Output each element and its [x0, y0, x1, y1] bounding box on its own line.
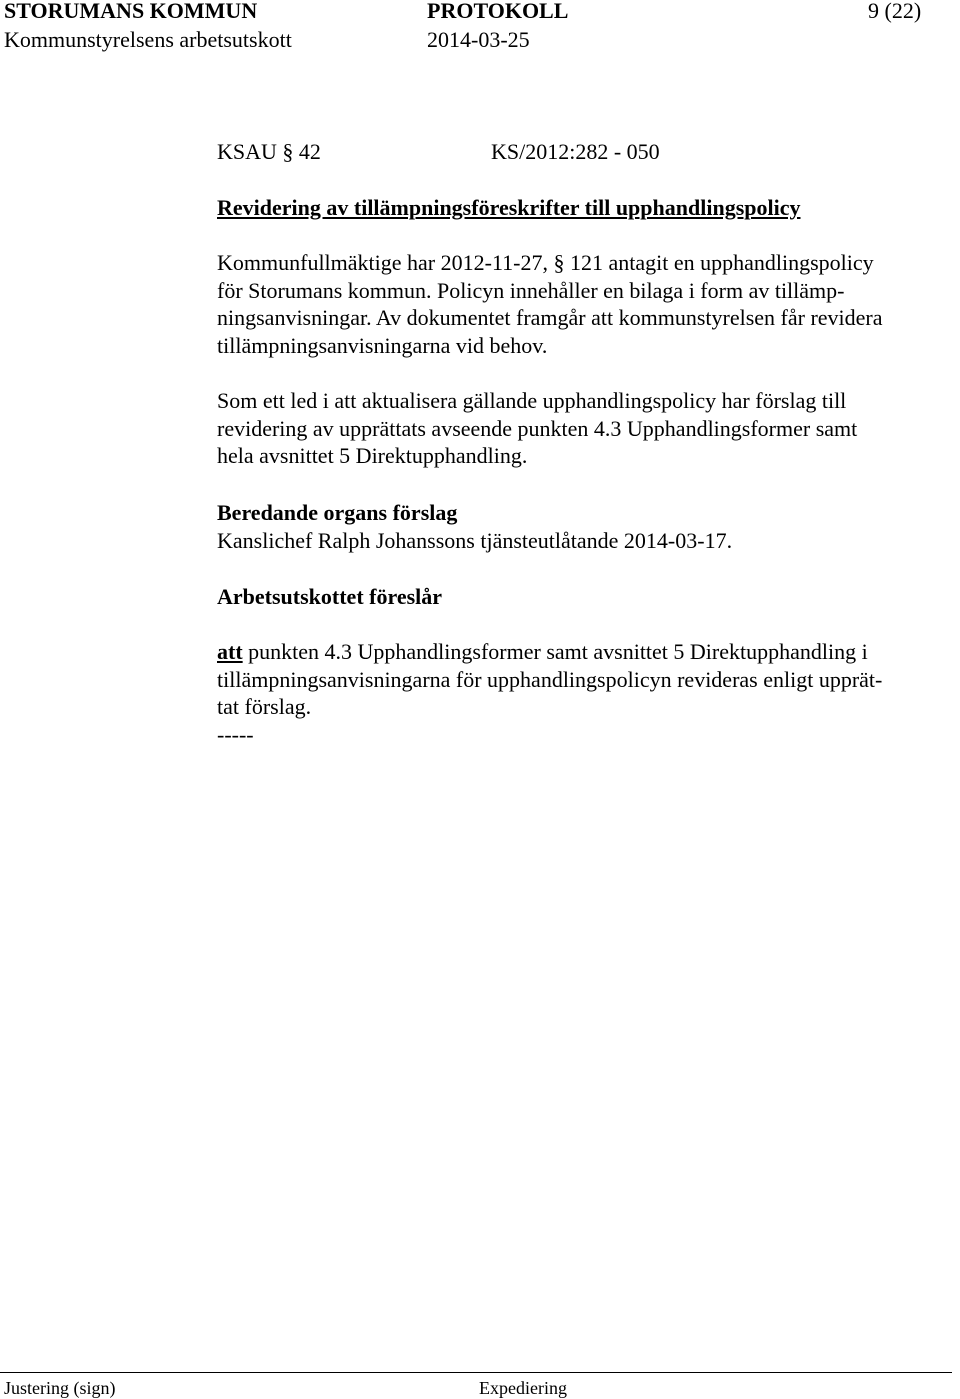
footer-expediering: Expediering	[479, 1378, 567, 1398]
paragraph-line: hela avsnittet 5 Direktupphandling.	[217, 443, 528, 468]
background-paragraph	[217, 249, 957, 359]
case-number: KSAU § 42	[217, 139, 321, 164]
decision-line: tillämpningsanvisningarna för upphandlingspolicyn revideras enligt upprät-	[217, 666, 883, 692]
revision-paragraph	[217, 387, 957, 470]
decision-line	[217, 638, 957, 666]
paragraph-line: revidering av upprättats avseende punkten 4.3 Upphandlingsformer samt	[217, 415, 858, 441]
paragraph-line: för Storumans kommun. Policyn innehåller en bilaga i form av tillämp-	[217, 277, 845, 303]
proposal-heading: Beredande organs förslag	[217, 500, 458, 525]
paragraph-line: ningsanvisningar. Av dokumentet framgår att kommunstyrelsen får revidera	[217, 305, 883, 330]
decision-line-rest: punkten 4.3 Upphandlingsformer samt avsnittet 5 Direktupphandling i	[242, 639, 868, 664]
paragraph-line: Som ett led i att aktualisera gällande upphandlingspolicy har förslag till	[217, 388, 847, 413]
document-title: Revidering av tillämpningsföreskrifter till upphandlingspolicy	[217, 195, 801, 220]
meeting-date: 2014-03-25	[427, 27, 530, 52]
decision-line: tat förslag.	[217, 694, 312, 719]
committee-name: Kommunstyrelsens arbetsutskott	[4, 27, 292, 52]
paragraph-line: tillämpningsanvisningarna vid behov.	[217, 332, 548, 358]
decision-heading: Arbetsutskottet föreslår	[217, 584, 443, 609]
case-reference: KS/2012:282 - 050	[491, 139, 660, 164]
footer-justering: Justering (sign)	[4, 1378, 116, 1398]
page-number: 9 (22)	[868, 0, 922, 23]
proposal-text: Kanslichef Ralph Johanssons tjänsteutlåtande 2014-03-17.	[217, 528, 733, 553]
footer-divider	[0, 1372, 952, 1373]
att-keyword: att	[217, 639, 243, 664]
end-mark: -----	[217, 721, 254, 747]
municipality-name: STORUMANS KOMMUN	[4, 0, 258, 23]
document-type: PROTOKOLL	[427, 0, 569, 23]
decision-text	[217, 638, 957, 748]
paragraph-line: Kommunfullmäktige har 2012-11-27, § 121 antagit en upphandlingspolicy	[217, 250, 874, 275]
